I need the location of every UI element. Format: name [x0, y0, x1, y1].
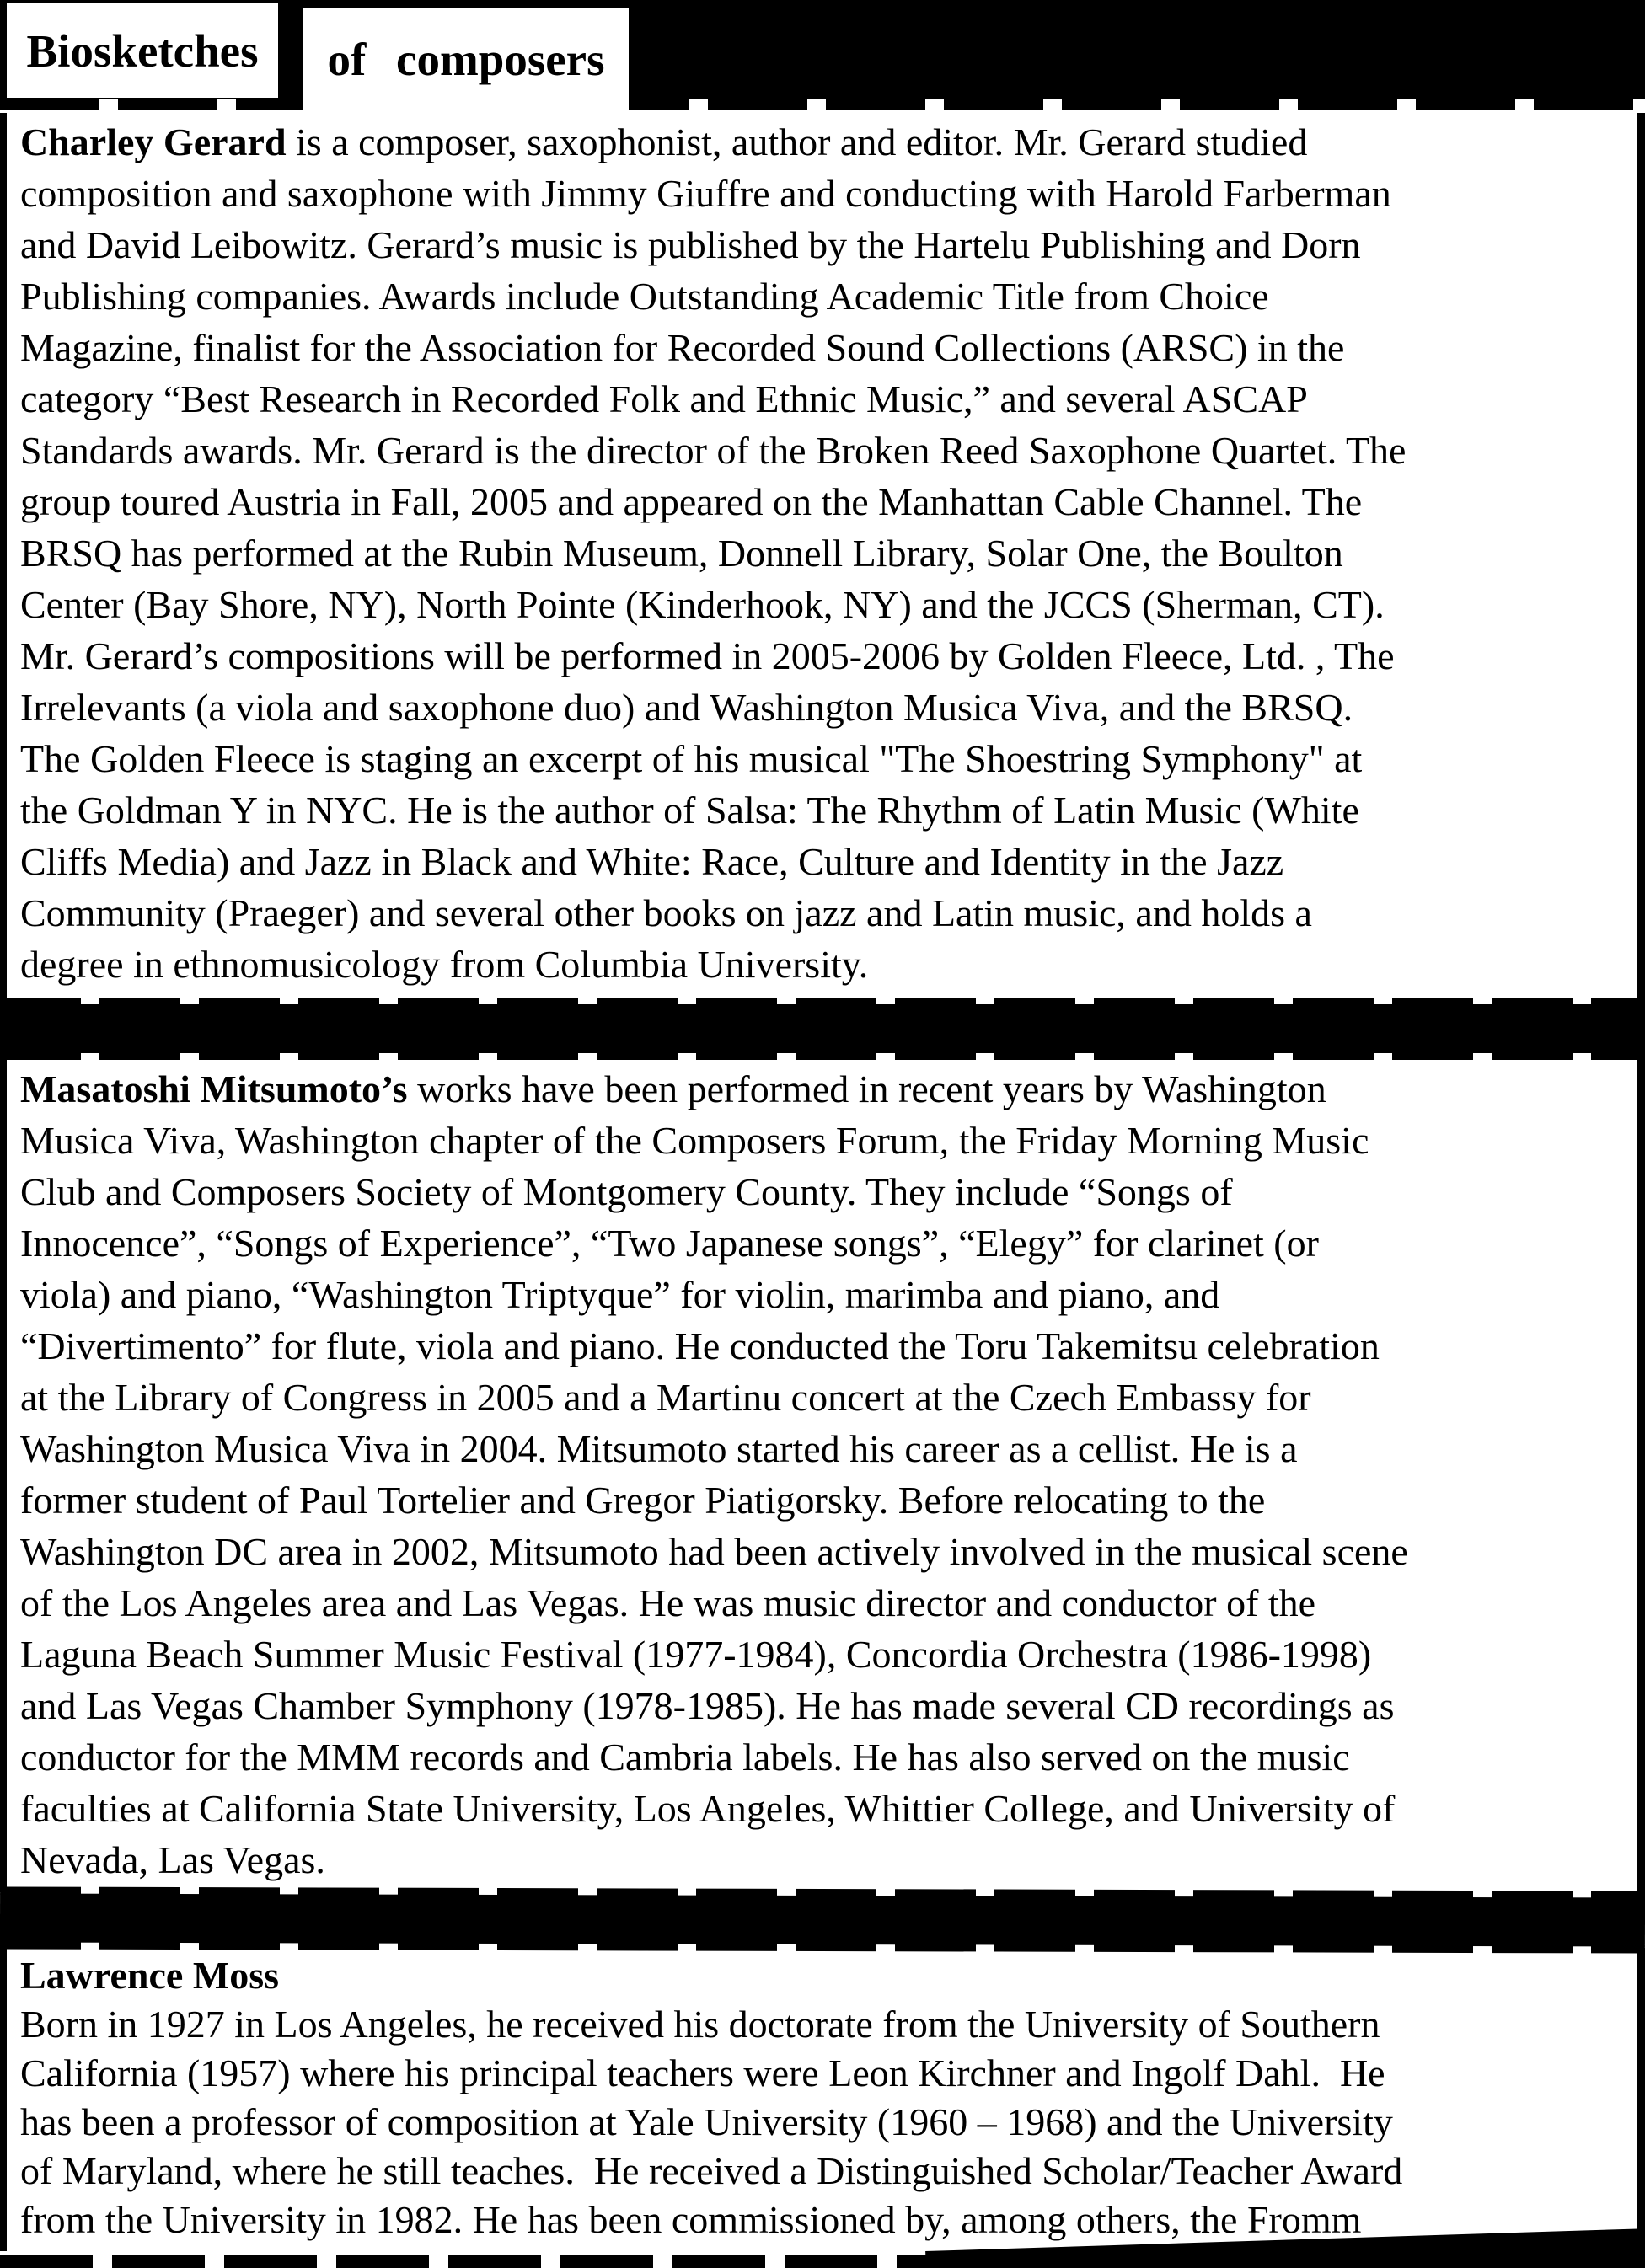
text-line: Born in 1927 in Los Angeles, he received his doctorate from the University of Southern	[20, 2003, 1380, 2046]
text-line: Mr. Gerard’s compositions will be performed in 2005-2006 by Golden Fleece, Ltd. , The	[20, 634, 1395, 677]
bio-paragraph-masatoshi-mitsumoto	[0, 1060, 1645, 1892]
text-line: Irrelevants (a viola and saxophone duo) and Washington Musica Viva, and the BRSQ.	[20, 686, 1353, 729]
separator-bar	[0, 1893, 1645, 1946]
text-line: Club and Composers Society of Montgomery County. They include “Songs of	[20, 1170, 1233, 1213]
text-line: Magazine, finalist for the Association for Recorded Sound Collections (ARSC) in the	[20, 326, 1345, 369]
text-line: viola) and piano, “Washington Triptyque” for violin, marimba and piano, and	[20, 1273, 1220, 1316]
bio-paragraph-charley-gerard	[0, 113, 1645, 999]
text-line: California (1957) where his principal teachers were Leon Kirchner and Ingolf Dahl. He	[20, 2051, 1385, 2094]
text-line: The Golden Fleece is staging an excerpt of his musical "The Shoestring Symphony" at	[20, 737, 1363, 780]
header-band-torn-edge	[0, 98, 1645, 110]
text-line: of the Los Angeles area and Las Vegas. He was music director and conductor of the	[20, 1581, 1316, 1624]
text-line: group toured Austria in Fall, 2005 and appeared on the Manhattan Cable Channel. The	[20, 480, 1363, 523]
text-line: Musica Viva, Washington chapter of the Composers Forum, the Friday Morning Music	[20, 1119, 1369, 1162]
text-line: category “Best Research in Recorded Folk and Ethnic Music,” and several ASCAP	[20, 377, 1308, 420]
text-line: Community (Praeger) and several other books on jazz and Latin music, and holds a	[20, 891, 1312, 934]
text-line: of Maryland, where he still teaches. He received a Distinguished Scholar/Teacher Award	[20, 2149, 1403, 2192]
text-line: Charley Gerard is a composer, saxophonist, author and editor. Mr. Gerard studied	[20, 120, 1308, 163]
text-line: faculties at California State University, Los Angeles, Whittier College, and University of	[20, 1787, 1396, 1830]
separator-bar	[0, 1004, 1645, 1053]
page-title-chip-2	[303, 8, 629, 110]
text-line: and Las Vegas Chamber Symphony (1978-1985). He has made several CD recordings as	[20, 1684, 1395, 1727]
text-line: Laguna Beach Summer Music Festival (1977-1984), Concordia Orchestra (1986-1998)	[20, 1633, 1372, 1676]
text-line: former student of Paul Tortelier and Gregor Piatigorsky. Before relocating to the	[20, 1479, 1266, 1522]
text-line: Nevada, Las Vegas.	[20, 1838, 325, 1881]
text-line: Masatoshi Mitsumoto’s works have been performed in recent years by Washington	[20, 1067, 1326, 1110]
text-line: Standards awards. Mr. Gerard is the director of the Broken Reed Saxophone Quartet. The	[20, 429, 1407, 472]
text-line: Center (Bay Shore, NY), North Pointe (Kinderhook, NY) and the JCCS (Sherman, CT).	[20, 583, 1385, 626]
composer-name: Masatoshi Mitsumoto’s	[20, 1067, 408, 1110]
text-line: conductor for the MMM records and Cambria labels. He has also served on the music	[20, 1736, 1350, 1779]
page-title-chip-1	[7, 3, 278, 98]
text-line: Innocence”, “Songs of Experience”, “Two Japanese songs”, “Elegy” for clarinet (or	[20, 1222, 1319, 1265]
text-line: and David Leibowitz. Gerard’s music is published by the Hartelu Publishing and Dorn	[20, 223, 1361, 266]
text-line: BRSQ has performed at the Rubin Museum, Donnell Library, Solar One, the Boulton	[20, 532, 1343, 575]
text-line: from the University in 1982. He has been commissioned by, among others, the Fromm	[20, 2198, 1362, 2241]
text-line: composition and saxophone with Jimmy Giuffre and conducting with Harold Farberman	[20, 172, 1391, 215]
text-line: Washington DC area in 2002, Mitsumoto had been actively involved in the musical scene	[20, 1530, 1408, 1573]
text-line: has been a professor of composition at Yale University (1960 – 1968) and the University	[20, 2100, 1393, 2143]
bio-paragraph-lawrence-moss	[0, 1948, 1645, 2251]
text-line: at the Library of Congress in 2005 and a Martinu concert at the Czech Embassy for	[20, 1376, 1311, 1419]
text-line: Washington Musica Viva in 2004. Mitsumoto started his career as a cellist. He is a	[20, 1427, 1298, 1470]
text-line: Publishing companies. Awards include Outstanding Academic Title from Choice	[20, 275, 1269, 318]
torn-edge	[0, 998, 1645, 1005]
text-line: “Divertimento” for flute, viola and piano. He conducted the Toru Takemitsu celebration	[20, 1324, 1380, 1367]
bio-lines	[20, 2000, 1625, 2244]
page-title-word2: of composers	[327, 33, 605, 85]
text-line: the Goldman Y in NYC. He is the author of Salsa: The Rhythm of Latin Music (White	[20, 789, 1359, 832]
torn-edge	[0, 1052, 1645, 1060]
text-line: degree in ethnomusicology from Columbia University.	[20, 943, 869, 986]
text-line: Cliffs Media) and Jazz in Black and White: Race, Culture and Identity in the Jazz	[20, 840, 1284, 883]
composer-name: Lawrence Moss	[20, 1954, 280, 1997]
page-title-word1: Biosketches	[26, 24, 259, 77]
composer-name: Charley Gerard	[20, 120, 287, 163]
